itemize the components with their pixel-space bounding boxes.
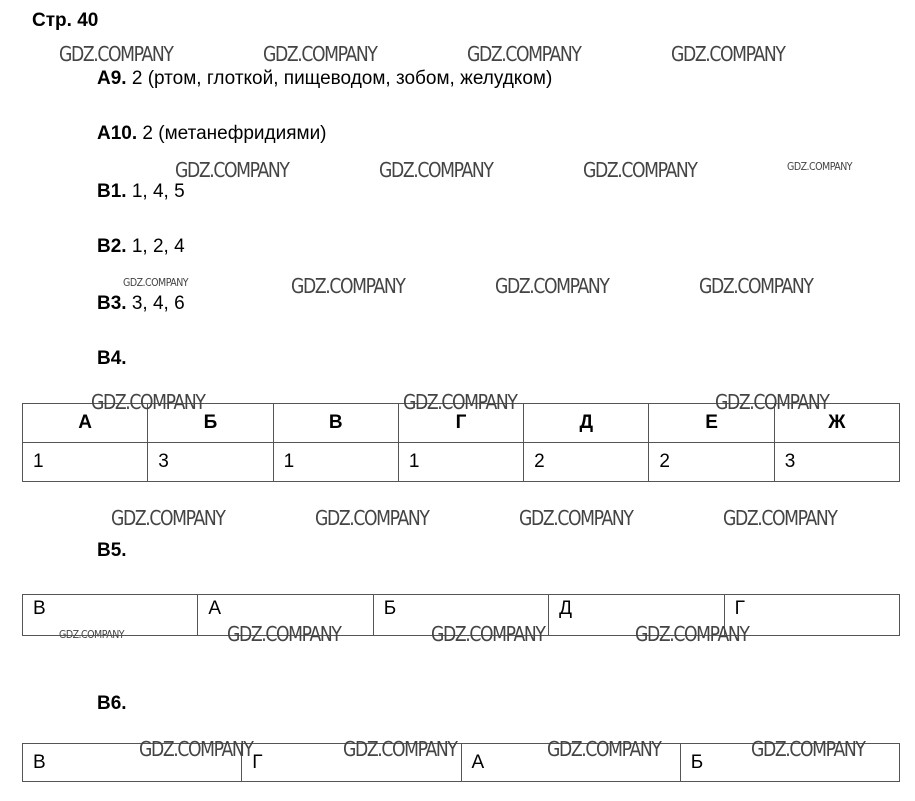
answer-b3 <box>97 293 185 315</box>
watermark: GDZ.COMPANY <box>467 42 581 66</box>
answer-a9 <box>97 68 552 90</box>
answer-label: В4. <box>97 348 127 369</box>
watermark: GDZ.COMPANY <box>175 158 289 182</box>
table-cell: В <box>23 595 198 636</box>
answer-label: В3. <box>97 293 127 314</box>
watermark: GDZ.COMPANY <box>59 628 125 641</box>
table-cell: Д <box>549 595 724 636</box>
table-b4 <box>22 403 900 482</box>
table-header-cell: В <box>273 404 398 443</box>
answer-label: А9. <box>97 68 127 89</box>
answer-text: 1, 2, 4 <box>126 236 185 257</box>
answer-b1 <box>97 181 185 203</box>
table-cell: А <box>461 744 680 782</box>
table-header-cell: Д <box>524 404 649 443</box>
answer-label: В6. <box>97 693 127 714</box>
table-cell: 2 <box>649 443 774 482</box>
answer-text: 3, 4, 6 <box>126 293 185 314</box>
watermark: GDZ.COMPANY <box>635 622 749 646</box>
table-header-cell: Б <box>148 404 273 443</box>
watermark: GDZ.COMPANY <box>431 622 545 646</box>
watermark: GDZ.COMPANY <box>263 42 377 66</box>
answer-label: В2. <box>97 236 127 257</box>
table-cell: 1 <box>273 443 398 482</box>
watermark: GDZ.COMPANY <box>227 622 341 646</box>
watermark: GDZ.COMPANY <box>715 390 829 414</box>
answer-b4 <box>97 348 127 370</box>
table-header-cell: Ж <box>774 404 899 443</box>
answer-label: А10. <box>97 123 138 144</box>
table-cell: 2 <box>524 443 649 482</box>
table-cell: Б <box>680 744 899 782</box>
answer-b5 <box>97 540 127 562</box>
watermark: GDZ.COMPANY <box>379 158 493 182</box>
watermark: GDZ.COMPANY <box>495 274 609 298</box>
watermark: GDZ.COMPANY <box>343 737 457 761</box>
watermark: GDZ.COMPANY <box>583 158 697 182</box>
watermark: GDZ.COMPANY <box>699 274 813 298</box>
watermark: GDZ.COMPANY <box>291 274 405 298</box>
table-cell: 1 <box>23 443 148 482</box>
watermark: GDZ.COMPANY <box>671 42 785 66</box>
table-cell: В <box>23 744 242 782</box>
answer-text: 1, 4, 5 <box>126 181 185 202</box>
table-row <box>23 443 900 482</box>
answer-b6 <box>97 693 127 715</box>
answer-b2 <box>97 236 185 258</box>
page-title: Стр. 40 <box>32 10 99 31</box>
table-cell: 1 <box>398 443 523 482</box>
watermark: GDZ.COMPANY <box>519 506 633 530</box>
watermark: GDZ.COMPANY <box>787 160 853 173</box>
table-cell: Б <box>373 595 548 636</box>
answer-label: В1. <box>97 181 127 202</box>
watermark: GDZ.COMPANY <box>315 506 429 530</box>
watermark: GDZ.COMPANY <box>111 506 225 530</box>
table-header-cell: А <box>23 404 148 443</box>
answer-text: 2 (ртом, глоткой, пищеводом, зобом, желудком) <box>126 68 553 89</box>
table-cell: Г <box>242 744 461 782</box>
table-cell: 3 <box>774 443 899 482</box>
answer-label: В5. <box>97 540 127 561</box>
watermark: GDZ.COMPANY <box>91 390 205 414</box>
answer-a10 <box>97 123 327 145</box>
watermark: GDZ.COMPANY <box>723 506 837 530</box>
table-cell: Г <box>724 595 899 636</box>
watermark: GDZ.COMPANY <box>59 42 173 66</box>
watermark: GDZ.COMPANY <box>547 737 661 761</box>
table-cell: А <box>198 595 373 636</box>
table-header-cell: Г <box>398 404 523 443</box>
answer-text: 2 (метанефридиями) <box>137 123 327 144</box>
watermark: GDZ.COMPANY <box>139 737 253 761</box>
table-header-cell: Е <box>649 404 774 443</box>
table-cell: 3 <box>148 443 273 482</box>
watermark: GDZ.COMPANY <box>403 390 517 414</box>
watermark: GDZ.COMPANY <box>123 276 189 289</box>
watermark: GDZ.COMPANY <box>751 737 865 761</box>
